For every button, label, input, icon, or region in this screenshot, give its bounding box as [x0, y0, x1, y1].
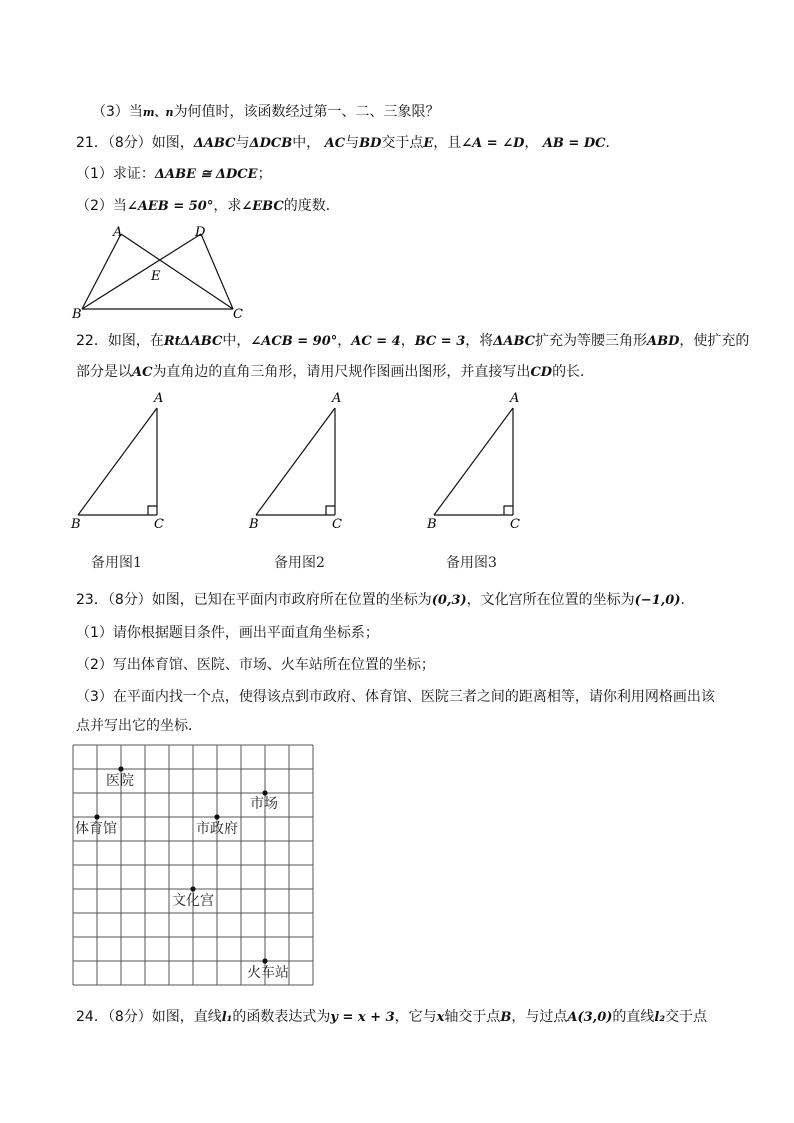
grid-point-station: [262, 958, 267, 963]
grid-label-station: 火车站: [247, 965, 289, 981]
q22-fig3-label-b: B: [427, 517, 437, 532]
q22-fig1-label-c: C: [154, 517, 164, 532]
q21-stem: 21．（8分）如图，ΔABC与ΔDCB中， AC与BD交于点E，且∠A = ∠D， AB = DC．: [76, 135, 620, 151]
q22-figure-3: [424, 388, 544, 578]
q22-fig3-label-c: C: [510, 517, 520, 532]
q20-part3: （3）当m、n为何值时，该函数经过第一、二、三象限？: [92, 104, 440, 120]
q21-label-b: B: [72, 307, 82, 322]
q22-caption-1: 备用图1: [91, 555, 142, 571]
grid-label-culture: 文化宫: [172, 893, 214, 909]
q22-line2: 部分是以AC为直角边的直角三角形，请用尺规作图画出图形，并直接写出CD的长．: [76, 364, 595, 380]
q21-label-c: C: [233, 307, 243, 322]
q23-grid-map: [72, 744, 316, 986]
q21-label-e: E: [151, 269, 161, 284]
q23-stem: 23．（8分）如图，已知在平面内市政府所在位置的坐标为(0,3)，文化宫所在位置的坐标为(−1,0)．: [76, 592, 695, 608]
grid-point-culture: [190, 886, 195, 891]
q22-fig2-label-a: A: [332, 391, 342, 406]
grid-label-gym: 体育馆: [75, 821, 117, 837]
q22-caption-3: 备用图3: [446, 555, 497, 571]
q22-fig2-label-b: B: [249, 517, 259, 532]
grid-label-cityhall: 市政府: [196, 821, 238, 837]
q22-fig1-label-a: A: [154, 391, 164, 406]
q21-label-d: D: [195, 225, 206, 240]
q22-fig2-label-c: C: [332, 517, 342, 532]
grid-point-gym: [94, 814, 99, 819]
grid-point-cityhall: [214, 814, 219, 819]
q23-part2: （2）写出体育馆、医院、市场、火车站所在位置的坐标；: [76, 657, 435, 673]
q22-figure-1: [68, 388, 188, 578]
grid-point-market: [262, 790, 267, 795]
q23-part3a: （3）在平面内找一个点，使得该点到市政府、体育馆、医院三者之间的距离相等，请你利用网格画出该: [76, 689, 715, 705]
q24-stem: 24．（8分）如图，直线l₁的函数表达式为y = x + 3，它与x轴交于点B，与过点A(3,0)的直线l₂交于点: [76, 1009, 708, 1025]
q22-caption-2: 备用图2: [274, 555, 325, 571]
q23-part1: （1）请你根据题目条件，画出平面直角坐标系；: [76, 625, 379, 641]
q21-label-a: A: [113, 225, 123, 240]
q22-fig1-label-b: B: [71, 517, 81, 532]
q22-line1: 22．如图，在RtΔABC中，∠ACB = 90°，AC = 4，BC = 3，将ΔABC扩充为等腰三角形ABD，使扩充的: [76, 333, 750, 349]
q22-fig3-label-a: A: [510, 391, 520, 406]
q22-figure-2: [246, 388, 366, 578]
q21-figure: [60, 220, 260, 325]
q21-part2: （2）当∠AEB = 50°，求∠EBC的度数．: [76, 198, 340, 214]
grid-label-hospital: 医院: [106, 773, 134, 789]
grid-label-market: 市场: [250, 796, 278, 812]
grid-point-hospital: [118, 766, 123, 771]
q23-part3b: 点并写出它的坐标．: [76, 718, 202, 734]
q21-part1: （1）求证：ΔABE ≅ ΔDCE；: [76, 166, 272, 182]
